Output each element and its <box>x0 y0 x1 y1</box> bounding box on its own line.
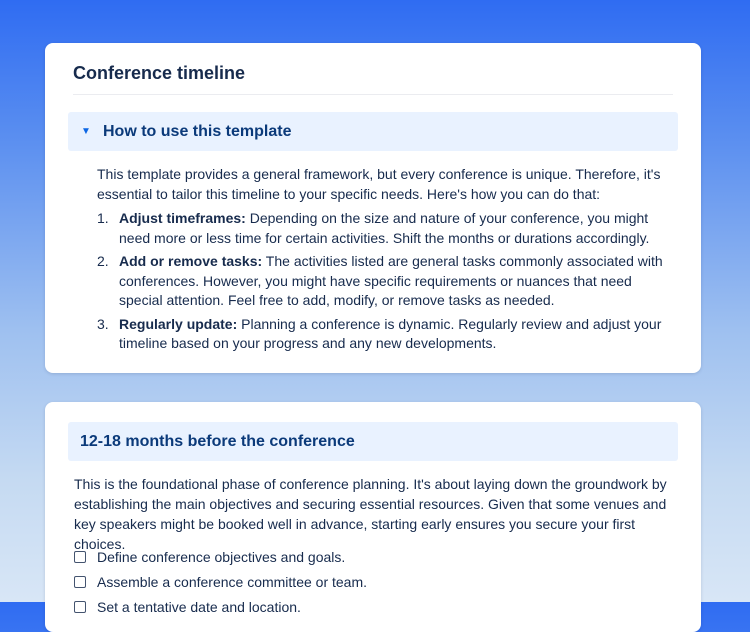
title-divider <box>73 94 673 95</box>
timeline-section-card <box>45 402 701 632</box>
task-item <box>74 594 367 619</box>
intro-paragraph: This template provides a general framework, but every conference is unique. Therefore, it's essential to tailor this timeline to your specific needs. Here's how you can do that: <box>97 166 661 202</box>
step-label: Adjust timeframes: <box>119 210 246 226</box>
section-description: This is the foundational phase of conference planning. It's about laying down the groundwork by establishing the main objectives and securing essential resources. Given that some venues and key speakers might be booked well in advance, starting early ensures you secure your first choices. <box>74 476 667 552</box>
expand-title: How to use this template <box>103 122 292 140</box>
how-to-card <box>45 43 701 373</box>
triangle-down-icon[interactable]: ▼ <box>81 125 91 137</box>
section-header <box>68 422 678 461</box>
list-item <box>97 252 671 311</box>
step-number: 3. <box>97 315 109 332</box>
checkbox[interactable] <box>74 576 86 588</box>
section-title: 12-18 months before the conference <box>80 432 355 450</box>
list-item <box>97 209 671 248</box>
step-number: 1. <box>97 210 109 226</box>
step-text: The activities listed are general tasks commonly associated with conferences. However, you might have specific requirements or nuances that need special attention. Feel free to add, modify, or remove tasks as needed. <box>119 253 663 308</box>
step-text: Planning a conference is dynamic. Regularly review and adjust your timeline based on your progress and any new developments. <box>119 315 662 351</box>
task-item <box>74 544 367 569</box>
step-label: Regularly update: <box>119 315 238 332</box>
page-title: Conference timeline <box>73 63 246 83</box>
step-text: Depending on the size and nature of your conference, you might need more or less time for certain activities. Shift the months or durations accordingly. <box>119 210 650 246</box>
expand-how-to-use[interactable] <box>68 112 678 151</box>
task-list <box>74 544 367 619</box>
checkbox[interactable] <box>74 551 86 563</box>
task-label: Set a tentative date and location. <box>97 598 301 615</box>
list-item <box>97 315 671 354</box>
steps-list <box>97 209 671 358</box>
task-label: Assemble a conference committee or team. <box>97 573 368 590</box>
task-item <box>74 569 367 594</box>
checkbox[interactable] <box>74 601 86 613</box>
step-label: Add or remove tasks: <box>119 253 263 269</box>
task-label: Define conference objectives and goals. <box>97 548 346 565</box>
step-number: 2. <box>97 253 109 269</box>
